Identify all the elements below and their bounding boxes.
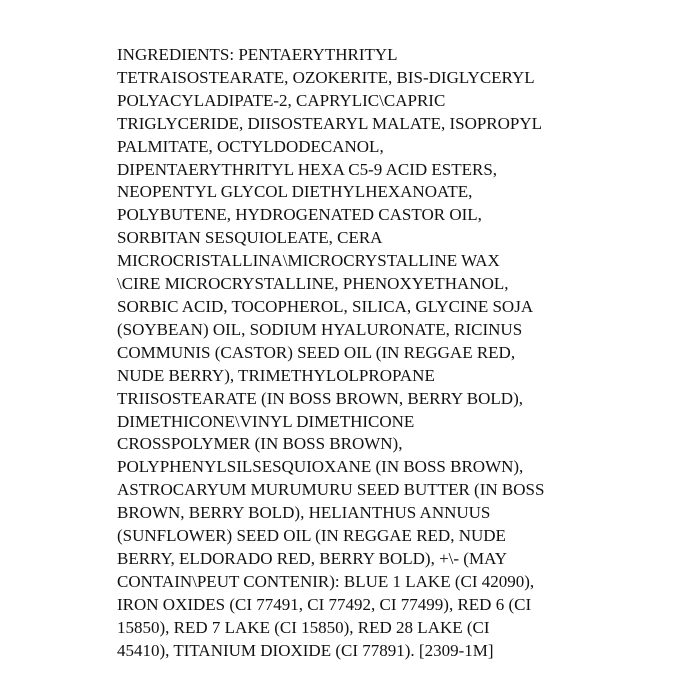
ingredients-line: TRIISOSTEARATE (IN BOSS BROWN, BERRY BOLD), (117, 388, 523, 408)
ingredients-line: SORBIC ACID, TOCOPHEROL, SILICA, GLYCINE SOJA (117, 296, 534, 316)
ingredients-line: BROWN, BERRY BOLD), HELIANTHUS ANNUUS (117, 503, 491, 523)
ingredients-text-block (117, 44, 544, 662)
ingredients-line: POLYACYLADIPATE-2, CAPRYLIC\CAPRIC (117, 90, 446, 110)
ingredients-line: INGREDIENTS: PENTAERYTHRITYL (117, 45, 398, 64)
ingredients-line: BERRY, ELDORADO RED, BERRY BOLD), +\- (MAY (117, 548, 508, 568)
ingredients-line: POLYBUTENE, HYDROGENATED CASTOR OIL, (117, 205, 482, 225)
ingredients-line: POLYPHENYLSILSESQUIOXANE (IN BOSS BROWN), (117, 457, 524, 477)
ingredients-line: CROSSPOLYMER (IN BOSS BROWN), (117, 434, 403, 454)
ingredients-line: COMMUNIS (CASTOR) SEED OIL (IN REGGAE RED, (117, 342, 516, 362)
ingredients-line: CONTAIN\PEUT CONTENIR): BLUE 1 LAKE (CI 42090), (117, 571, 535, 591)
ingredients-line: DIMETHICONE\VINYL DIMETHICONE (117, 411, 415, 431)
ingredients-line: DIPENTAERYTHRITYL HEXA C5-9 ACID ESTERS, (117, 159, 498, 179)
ingredients-line: \CIRE MICROCRYSTALLINE, PHENOXYETHANOL, (117, 274, 509, 294)
ingredients-line: TRIGLYCERIDE, DIISOSTEARYL MALATE, ISOPROPYL (117, 113, 543, 133)
ingredients-line: ASTROCARYUM MURUMURU SEED BUTTER (IN BOSS (117, 480, 545, 500)
ingredients-line: IRON OXIDES (CI 77491, CI 77492, CI 77499), RED 6 (CI (117, 594, 532, 614)
ingredients-line: (SOYBEAN) OIL, SODIUM HYALURONATE, RICINUS (117, 319, 523, 339)
ingredients-line: MICROCRISTALLINA\MICROCRYSTALLINE WAX (117, 251, 500, 271)
ingredients-line: TETRAISOSTEARATE, OZOKERITE, BIS-DIGLYCERYL (117, 67, 535, 87)
ingredients-line: PALMITATE, OCTYLDODECANOL, (117, 136, 384, 156)
ingredients-line: 15850), RED 7 LAKE (CI 15850), RED 28 LAKE (CI (117, 617, 490, 637)
ingredients-line: (SUNFLOWER) SEED OIL (IN REGGAE RED, NUDE (117, 526, 506, 546)
ingredients-line: NEOPENTYL GLYCOL DIETHYLHEXANOATE, (117, 182, 473, 202)
ingredients-line: SORBITAN SESQUIOLEATE, CERA (117, 228, 383, 248)
ingredients-line: 45410), TITANIUM DIOXIDE (CI 77891). [2309-1M] (117, 640, 494, 660)
ingredients-line: NUDE BERRY), TRIMETHYLOLPROPANE (117, 365, 435, 385)
